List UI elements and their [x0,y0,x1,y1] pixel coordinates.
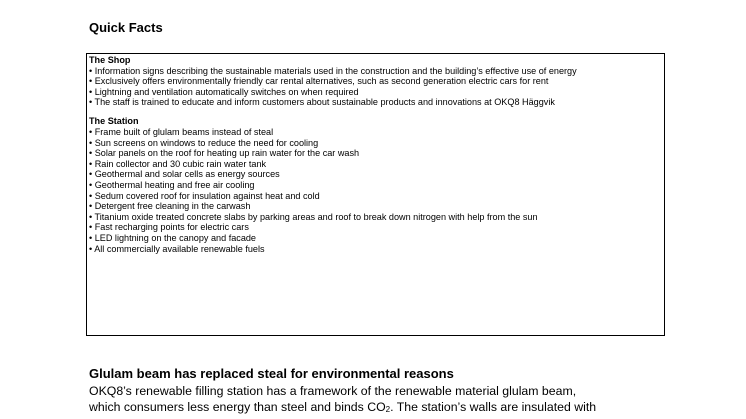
station-fact-item: • All commercially available renewable fuels [89,243,265,254]
station-fact-item: • Frame built of glulam beams instead of steal [89,127,274,138]
station-fact-item: • Fast recharging points for electric cars [89,222,249,233]
station-fact-item: • LED lightning on the canopy and facade [89,233,256,243]
article-title: Glulam beam has replaced steal for environmental reasons [89,366,454,381]
station-facts-list [89,127,662,254]
station-fact-item: • Sedum covered roof for insulation against heat and cold [89,190,320,201]
shop-fact-item: • Exclusively offers environmentally friendly car rental alternatives, such as second generation electric cars for rent [89,76,549,87]
article-body [89,383,669,418]
station-fact-item: • Detergent free cleaning in the carwash [89,201,251,212]
shop-fact-item: • Lightning and ventilation automatically switches on when required [89,86,359,97]
station-fact-item: • Geothermal heating and free air cooling [89,180,255,191]
station-section-title: The Station [89,116,139,127]
article-line [89,399,669,418]
station-fact-item: • Rain collector and 30 cubic rain water tank [89,158,267,169]
shop-section-title: The Shop [89,55,131,65]
article-line: OKQ8’s renewable filling station has a framework of the renewable material glulam beam, [89,384,577,398]
shop-facts-list [89,66,662,108]
shop-fact-item: • Information signs describing the sustainable materials used in the construction and the building’s effective use of energy [89,65,577,76]
article-line-text: which consumers less energy than steel and binds CO [89,400,386,414]
quick-facts-heading: Quick Facts [89,20,163,35]
section-spacer [89,108,662,117]
quick-facts-box [86,53,665,336]
co2-subscript: 2 [385,405,391,414]
station-fact-item: • Geothermal and solar cells as energy sources [89,169,280,180]
article-line-text: . The station’s walls are insulated with [390,400,597,414]
shop-fact-item: • The staff is trained to educate and inform customers about sustainable products and innovations at OKQ8 Häggvik [89,97,555,108]
station-fact-item: • Titanium oxide treated concrete slabs by parking areas and roof to break down nitrogen with help from the sun [89,211,538,222]
station-fact-item: • Solar panels on the roof for heating up rain water for the car wash [89,148,360,159]
station-fact-item: • Sun screens on windows to reduce the need for cooling [89,137,319,148]
